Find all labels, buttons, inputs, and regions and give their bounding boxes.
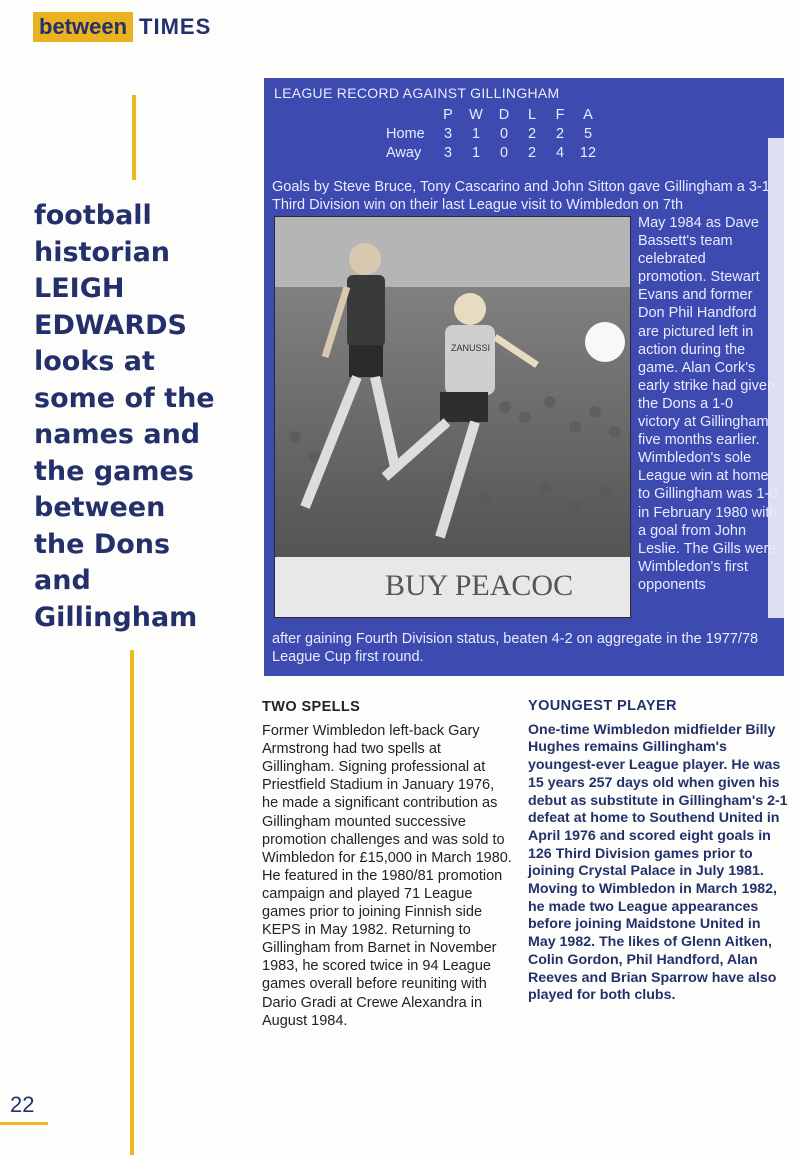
caption-bottom: after gaining Fourth Division status, beaten 4-2 on aggregate in the 1977/78 League Cup first round. [272, 631, 759, 665]
pull-line: looks at [34, 346, 155, 377]
record-title: LEAGUE RECORD AGAINST GILLINGHAM [274, 85, 560, 101]
row-label: Away [386, 145, 422, 161]
shirt-sponsor: ZANUSSI [451, 343, 491, 353]
two-spells-body: Former Wimbledon left-back Gary Armstrong had two spells at Gillingham. Signing professional at Priestfield Stadium in January 1976, he made a significant contribution as Gillingham mounted successive promotion challenges and was sold to Wimbledon for £15,000 in March 1980. He featured in the 1980/81 promotion campaign and played 71 League games prior to joining Finnish side KEPS in May 1982. Returning to Gillingham from Barnet in November 1983, he scored twice in 94 League games overall before reuniting with Dario Gradi at Crewe Alexandra in August 1984. [262, 723, 512, 1029]
caption-side: May 1984 as Dave Bassett's team celebrated promotion. Stewart Evans and former Don Phil Handford are pictured left in action during the game. Alan Cork's early strike had given the Dons a 1-0 victory at Gillingham five months earlier. Wimbledon's sole League win at home to Gillingham was 1-0 in February 1980 with a goal from John Leslie. The Gills were Wimbledon's first opponents [638, 215, 778, 593]
record-table [386, 106, 602, 163]
record-cell: 0 [499, 126, 509, 142]
ad-board-text: BUY PEACOC [385, 569, 574, 602]
header-cell: P [443, 107, 453, 123]
section-header [33, 12, 211, 42]
record-cell: 2 [527, 145, 537, 161]
record-cell: 2 [527, 126, 537, 142]
pull-line: some of the [34, 382, 215, 414]
header-cell: A [583, 107, 593, 123]
row-label: Home [386, 126, 425, 142]
header-cell: L [527, 107, 537, 123]
pull-line: EDWARDS [34, 309, 187, 341]
header-times: TIMES [139, 14, 212, 39]
pull-line: football [34, 200, 152, 231]
two-spells-heading: TWO SPELLS [262, 699, 361, 715]
youngest-player-body: One-time Wimbledon midfielder Billy Hughes remains Gillingham's youngest-ever League player. He was 15 years 257 days old when given his debut as substitute in Gillingham's 2-1 defeat at home to Southend United in April 1976 and scored eight goals in 126 Third Division games prior to joining Crystal Palace in July 1981. Moving to Wimbledon in March 1982, he made two League appearances before joining Maidstone United in May 1982. The likes of Glenn Aitken, Colin Gordon, Phil Handford, Alan Reeves and Brian Sparrow have also played for both clubs. [528, 721, 788, 1004]
record-cell: 2 [555, 126, 565, 142]
football-ball [585, 322, 625, 362]
record-cell: 5 [583, 126, 593, 142]
youngest-player-article [528, 698, 788, 1005]
header-cell: F [555, 107, 565, 123]
pull-line: the Dons [34, 528, 171, 560]
gold-rule-bottom [130, 650, 134, 1155]
gold-rule-top [132, 95, 136, 180]
pull-line: between [34, 492, 166, 523]
youngest-player-heading: YOUNGEST PLAYER [528, 698, 677, 714]
record-row-home [386, 125, 602, 144]
record-row-away [386, 144, 602, 163]
record-cell: 1 [471, 145, 481, 161]
pull-quote [34, 198, 254, 636]
record-cell: 12 [579, 145, 597, 161]
record-cell: 3 [443, 145, 453, 161]
match-photo-illustration [275, 217, 630, 617]
header-between: between [33, 12, 133, 42]
pull-line: and [34, 565, 91, 596]
pull-line: names and [34, 419, 201, 450]
page-number: 22 [10, 1092, 35, 1117]
record-cell: 3 [443, 126, 453, 142]
caption-top: Goals by Steve Bruce, Tony Cascarino and John Sitton gave Gillingham a 3-1 Third Division win on their last League visit to Wimbledon on 7th [272, 179, 770, 213]
record-cell: 0 [499, 145, 509, 161]
league-record-box [264, 78, 784, 676]
pull-line: the games [34, 455, 194, 487]
match-photo [274, 216, 631, 618]
pull-line: LEIGH [34, 273, 125, 304]
page-number-rule [0, 1122, 48, 1125]
record-header-row [386, 106, 602, 125]
pull-line: historian [34, 236, 171, 268]
header-cell: D [498, 107, 510, 123]
record-cell: 1 [471, 126, 481, 142]
two-spells-article [262, 698, 512, 1030]
record-cell: 4 [555, 145, 565, 161]
pull-line: Gillingham [34, 601, 198, 633]
header-cell: W [469, 107, 483, 123]
